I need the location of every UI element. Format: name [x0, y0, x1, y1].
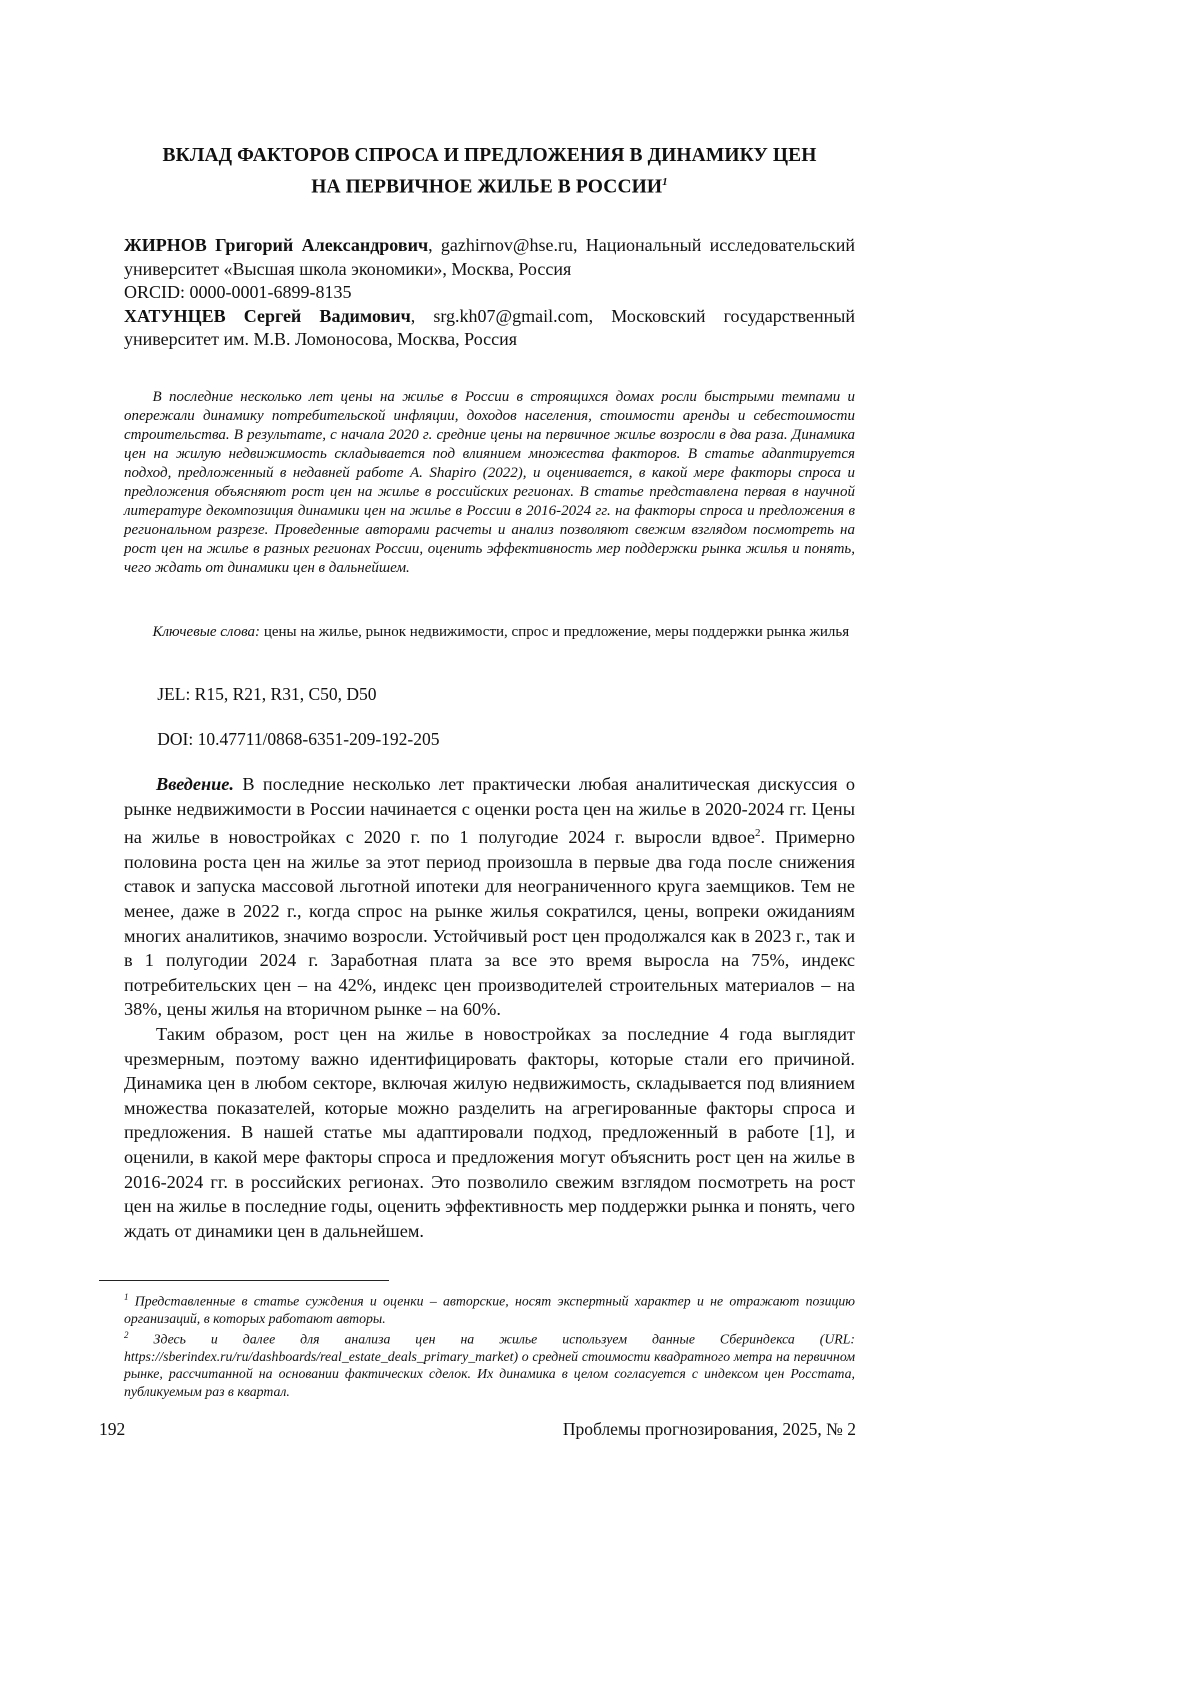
title-line-2-text: НА ПЕРВИЧНОЕ ЖИЛЬЕ В РОССИИ	[311, 177, 662, 198]
keywords-label: Ключевые слова:	[153, 624, 261, 640]
author-2	[124, 305, 855, 352]
introduction-section	[124, 772, 855, 1243]
keywords	[124, 623, 855, 642]
title-line-1: ВКЛАД ФАКТОРОВ СПРОСА И ПРЕДЛОЖЕНИЯ В ДИНАМИКУ ЦЕН	[124, 143, 855, 169]
article-title	[124, 143, 855, 201]
author-1	[124, 234, 855, 281]
jel-codes: JEL: R15, R21, R31, C50, D50	[124, 683, 377, 705]
footnote-1-mark: 1	[124, 1292, 129, 1302]
author-1-name: ЖИРНОВ Григорий Александрович	[124, 235, 428, 255]
footnote-1-text: Представленные в статье суждения и оценки – авторские, носят экспертный характер и не отражают позицию организаций, в которых работают авторы.	[124, 1294, 855, 1326]
intro-p1-part1: В последние несколько лет практически любая аналитическая дискуссия о рынке недвижимости в России начинается с оценки роста цен на жилье в 2020-2024 гг. Цены на жилье в новостройках с 2020 г. по 1 полугодие 2024 г. выросли вдвое	[124, 774, 855, 847]
author-2-name: ХАТУНЦЕВ Сергей Вадимович	[124, 306, 411, 326]
intro-paragraph-2: Таким образом, рост цен на жилье в новостройках за последние 4 года выглядит чрезмерным, поэтому важно идентифицировать факторы, которые стали его причиной. Динамика цен в любом секторе, включая жилую недвижимость, складывается под влиянием множества показателей, которые можно разделить на агрегированные факторы спроса и предложения. В нашей статье мы адаптировали подход, предложенный в работе [1], и оценили, в какой мере факторы спроса и предложения могут объяснить рост цен на жилье в 2016-2024 гг. в российских регионах. Это позволило свежим взглядом посмотреть на рост цен на жилье в последние годы, оценить эффективность мер поддержки рынка и понять, чего ждать от динамики цен в дальнейшем.	[124, 1022, 855, 1243]
footnote-2-mark: 2	[124, 1330, 129, 1340]
title-footnote-mark: 1	[662, 176, 668, 188]
page-number: 192	[99, 1418, 125, 1440]
footnote-1	[124, 1289, 855, 1327]
abstract: В последние несколько лет цены на жилье в России в строящихся домах росли быстрыми темпами и опережали динамику потребительской инфляции, доходов населения, стоимости аренды и себестоимости строительства. В результате, с начала 2020 г. средние цены на первичное жилье возросли в два раза. Динамика цен на жилую недвижимость складывается под влиянием множества факторов. В статье адаптируется подход, предложенный в недавней работе A. Shapiro (2022), и оценивается, в какой мере факторы спроса и предложения объясняют рост цен на жилье в российских регионах. В статье представлена первая в научной литературе декомпозиция динамики цен на жилье в России в 2016-2024 гг. на факторы спроса и предложения в региональном разрезе. Проведенные авторами расчеты и анализ позволяют свежим взглядом посмотреть на рост цен на жилье в разных регионах России, оценить эффективность мер поддержки рынка жилья и понять, чего ждать от динамики цен в дальнейшем.	[124, 388, 855, 578]
authors-block	[124, 234, 855, 352]
footnotes	[124, 1289, 855, 1400]
intro-p1-part2: . Примерно половина роста цен на жилье за этот период произошла в первые два года после снижения ставок и запуска массовой льготной ипотеки для неограниченного круга заемщиков. Тем не менее, даже в 2022 г., когда спрос на рынке жилья сократился, цены, вопреки ожиданиям многих аналитиков, значимо возросли. Устойчивый рост цен продолжался как в 2023 г., так и в 1 полугодии 2024 г. Заработная плата за все это время выросла на 75%, индекс потребительских цен – на 42%, индекс цен производителей строительных материалов – на 38%, цены жилья на вторичном рынке – на 60%.	[124, 827, 855, 1019]
intro-heading: Введение.	[156, 774, 234, 794]
intro-footnote-mark: 2	[755, 827, 761, 839]
footnote-2	[124, 1327, 855, 1400]
doi: DOI: 10.47711/0868-6351-209-192-205	[124, 728, 440, 750]
author-1-details: , gazhirnov@hse.ru, Национальный исследовательский университет «Высшая школа экономики», Москва, Россия	[124, 235, 855, 279]
author-2-details: , srg.kh07@gmail.com, Московский государственный университет им. М.В. Ломоносова, Москва, Россия	[124, 306, 855, 350]
footnote-2-text: Здесь и далее для анализа цен на жилье используем данные Сбериндекса (URL: https://sberindex.ru/ru/dashboards/real_estate_deals_primary_market) о средней стоимости квадратного метра на первичном рынке, рассчитанной на основании фактических сделок. Их динамика в целом согласуется с индексом цен Росстата, публикуемым раз в квартал.	[124, 1332, 855, 1399]
footnote-divider	[99, 1280, 389, 1281]
keywords-text: цены на жилье, рынок недвижимости, спрос и предложение, меры поддержки рынка жилья	[260, 624, 849, 640]
title-line-2	[124, 169, 855, 201]
paper-page	[0, 0, 1200, 1697]
journal-citation: Проблемы прогнозирования, 2025, № 2	[563, 1418, 856, 1440]
intro-paragraph-1	[124, 772, 855, 1022]
author-1-orcid: ORCID: 0000-0001-6899-8135	[124, 281, 855, 305]
